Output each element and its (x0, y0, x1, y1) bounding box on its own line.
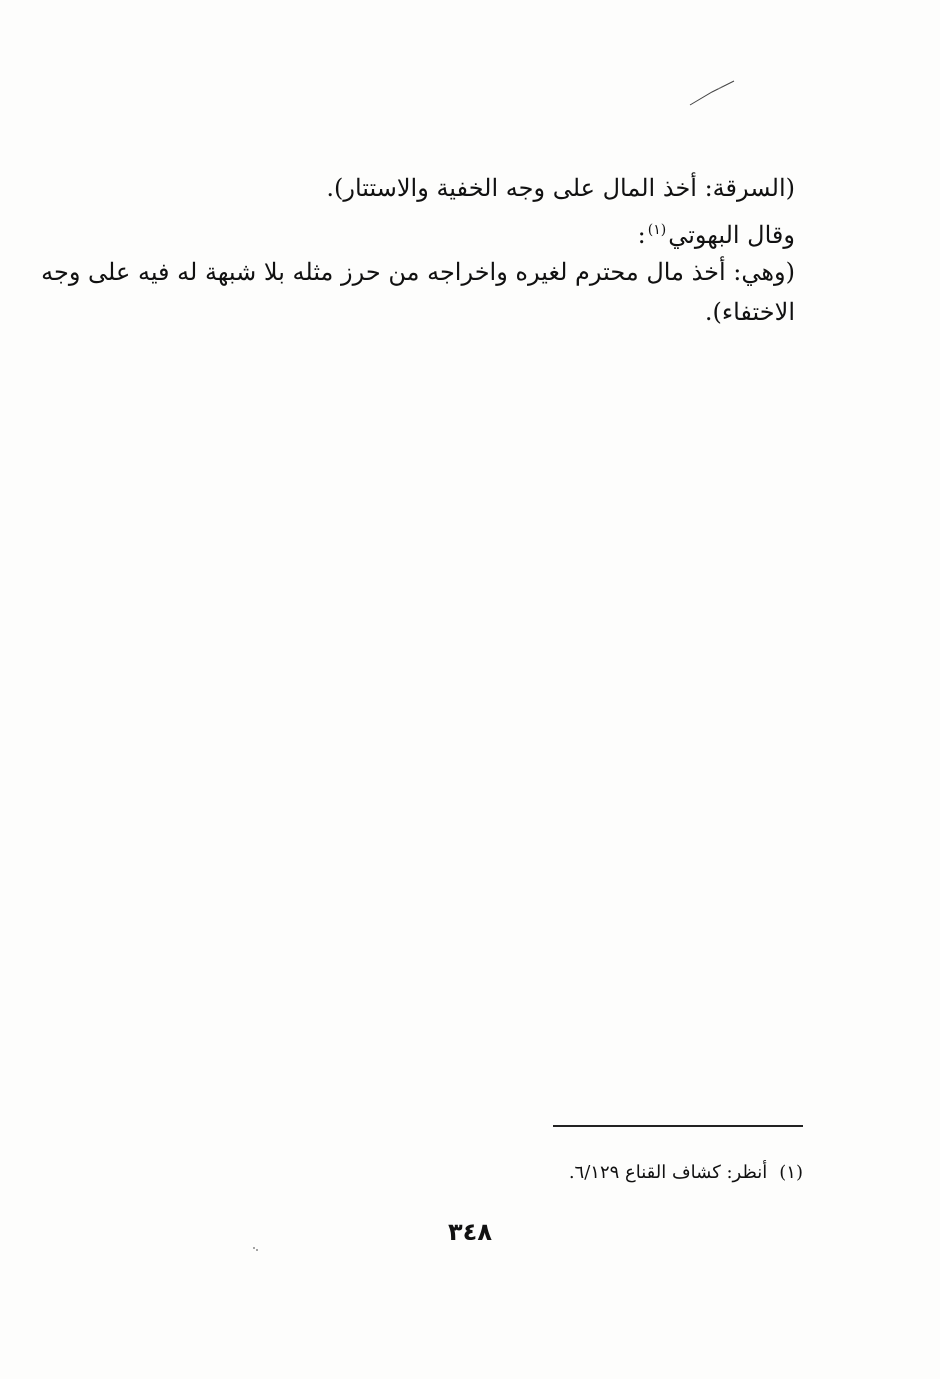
footnote-number: (١) (779, 1162, 803, 1183)
footnote-separator (553, 1125, 803, 1127)
footnote-text: أنظر: كشاف القناع ٦/١٢٩. (568, 1162, 768, 1183)
scan-speck (256, 1249, 258, 1251)
footnote (569, 1157, 803, 1189)
pen-stroke-mark (688, 78, 738, 108)
scan-speck (253, 1247, 255, 1249)
author-intro-line (638, 210, 795, 255)
definition-line-2: (وهي: أخذ مال محترم لغيره واخراجه من حرز مثله بلا شبهة له فيه على وجه (41, 258, 795, 286)
footnote-reference[interactable]: (١) (647, 222, 667, 238)
page-number: ٣٤٨ (448, 1218, 492, 1246)
colon-mark: : (637, 221, 646, 249)
author-intro-text: وقال البهوتي (668, 221, 795, 249)
definition-line-1: (السرقة: أخذ المال على وجه الخفية والاستتار). (326, 174, 795, 202)
definition-line-3: الاختفاء). (704, 298, 795, 326)
